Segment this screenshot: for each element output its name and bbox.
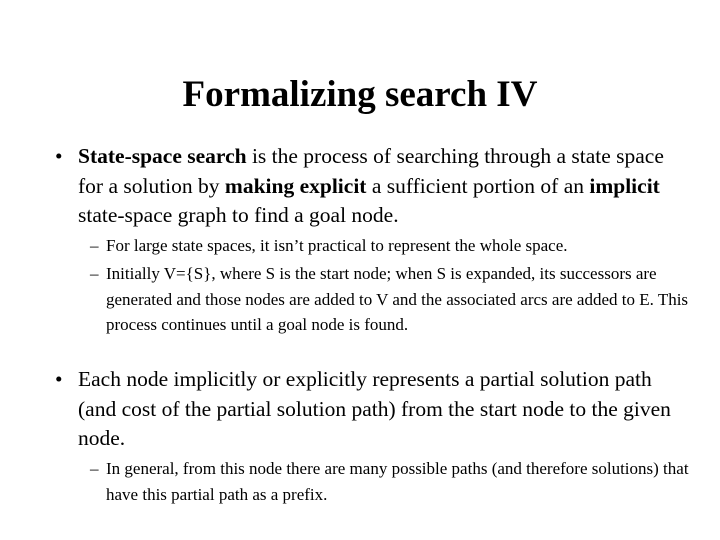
- bullet-marker: •: [55, 144, 63, 168]
- bullet-text: a sufficient portion of an: [366, 173, 590, 198]
- sub-bullet-text: For large state spaces, it isn’t practical to represent the whole space.: [106, 236, 568, 255]
- slide-title: Formalizing search IV: [182, 74, 538, 115]
- sub-bullet-marker: –: [90, 236, 99, 255]
- sub-bullet-text: Initially V={S}, where S is the start node; when S is expanded, its successors are generated and those nodes are added to V and the associated arcs are added to E. This process continues until a goal node is found.: [106, 264, 689, 334]
- bullet-each-node: [55, 365, 675, 454]
- sub-bullet-initially: [90, 261, 690, 338]
- sub-bullet-marker: –: [90, 264, 99, 283]
- sub-bullet-large-state-spaces: [90, 233, 690, 259]
- term-state-space-search: State-space search: [78, 144, 247, 168]
- bullet-text: is the process of searching through a state space for a solution by: [78, 144, 664, 198]
- bullet-text: Each node implicitly or explicitly represents a partial solution path (and cost of the partial solution path) from the start node to the given node.: [78, 367, 671, 450]
- sub-bullet-marker: –: [90, 459, 99, 478]
- sub-bullet-text: In general, from this node there are many possible paths (and therefore solutions) that have this partial path as a prefix.: [106, 459, 689, 504]
- bullet-text: state-space graph to find a goal node.: [78, 203, 399, 227]
- bullet-marker: •: [55, 367, 63, 391]
- term-making-explicit: making explicit: [224, 173, 367, 198]
- term-implicit: implicit: [589, 173, 660, 198]
- sub-bullet-in-general: [90, 456, 690, 507]
- bullet-state-space-search: [55, 142, 675, 231]
